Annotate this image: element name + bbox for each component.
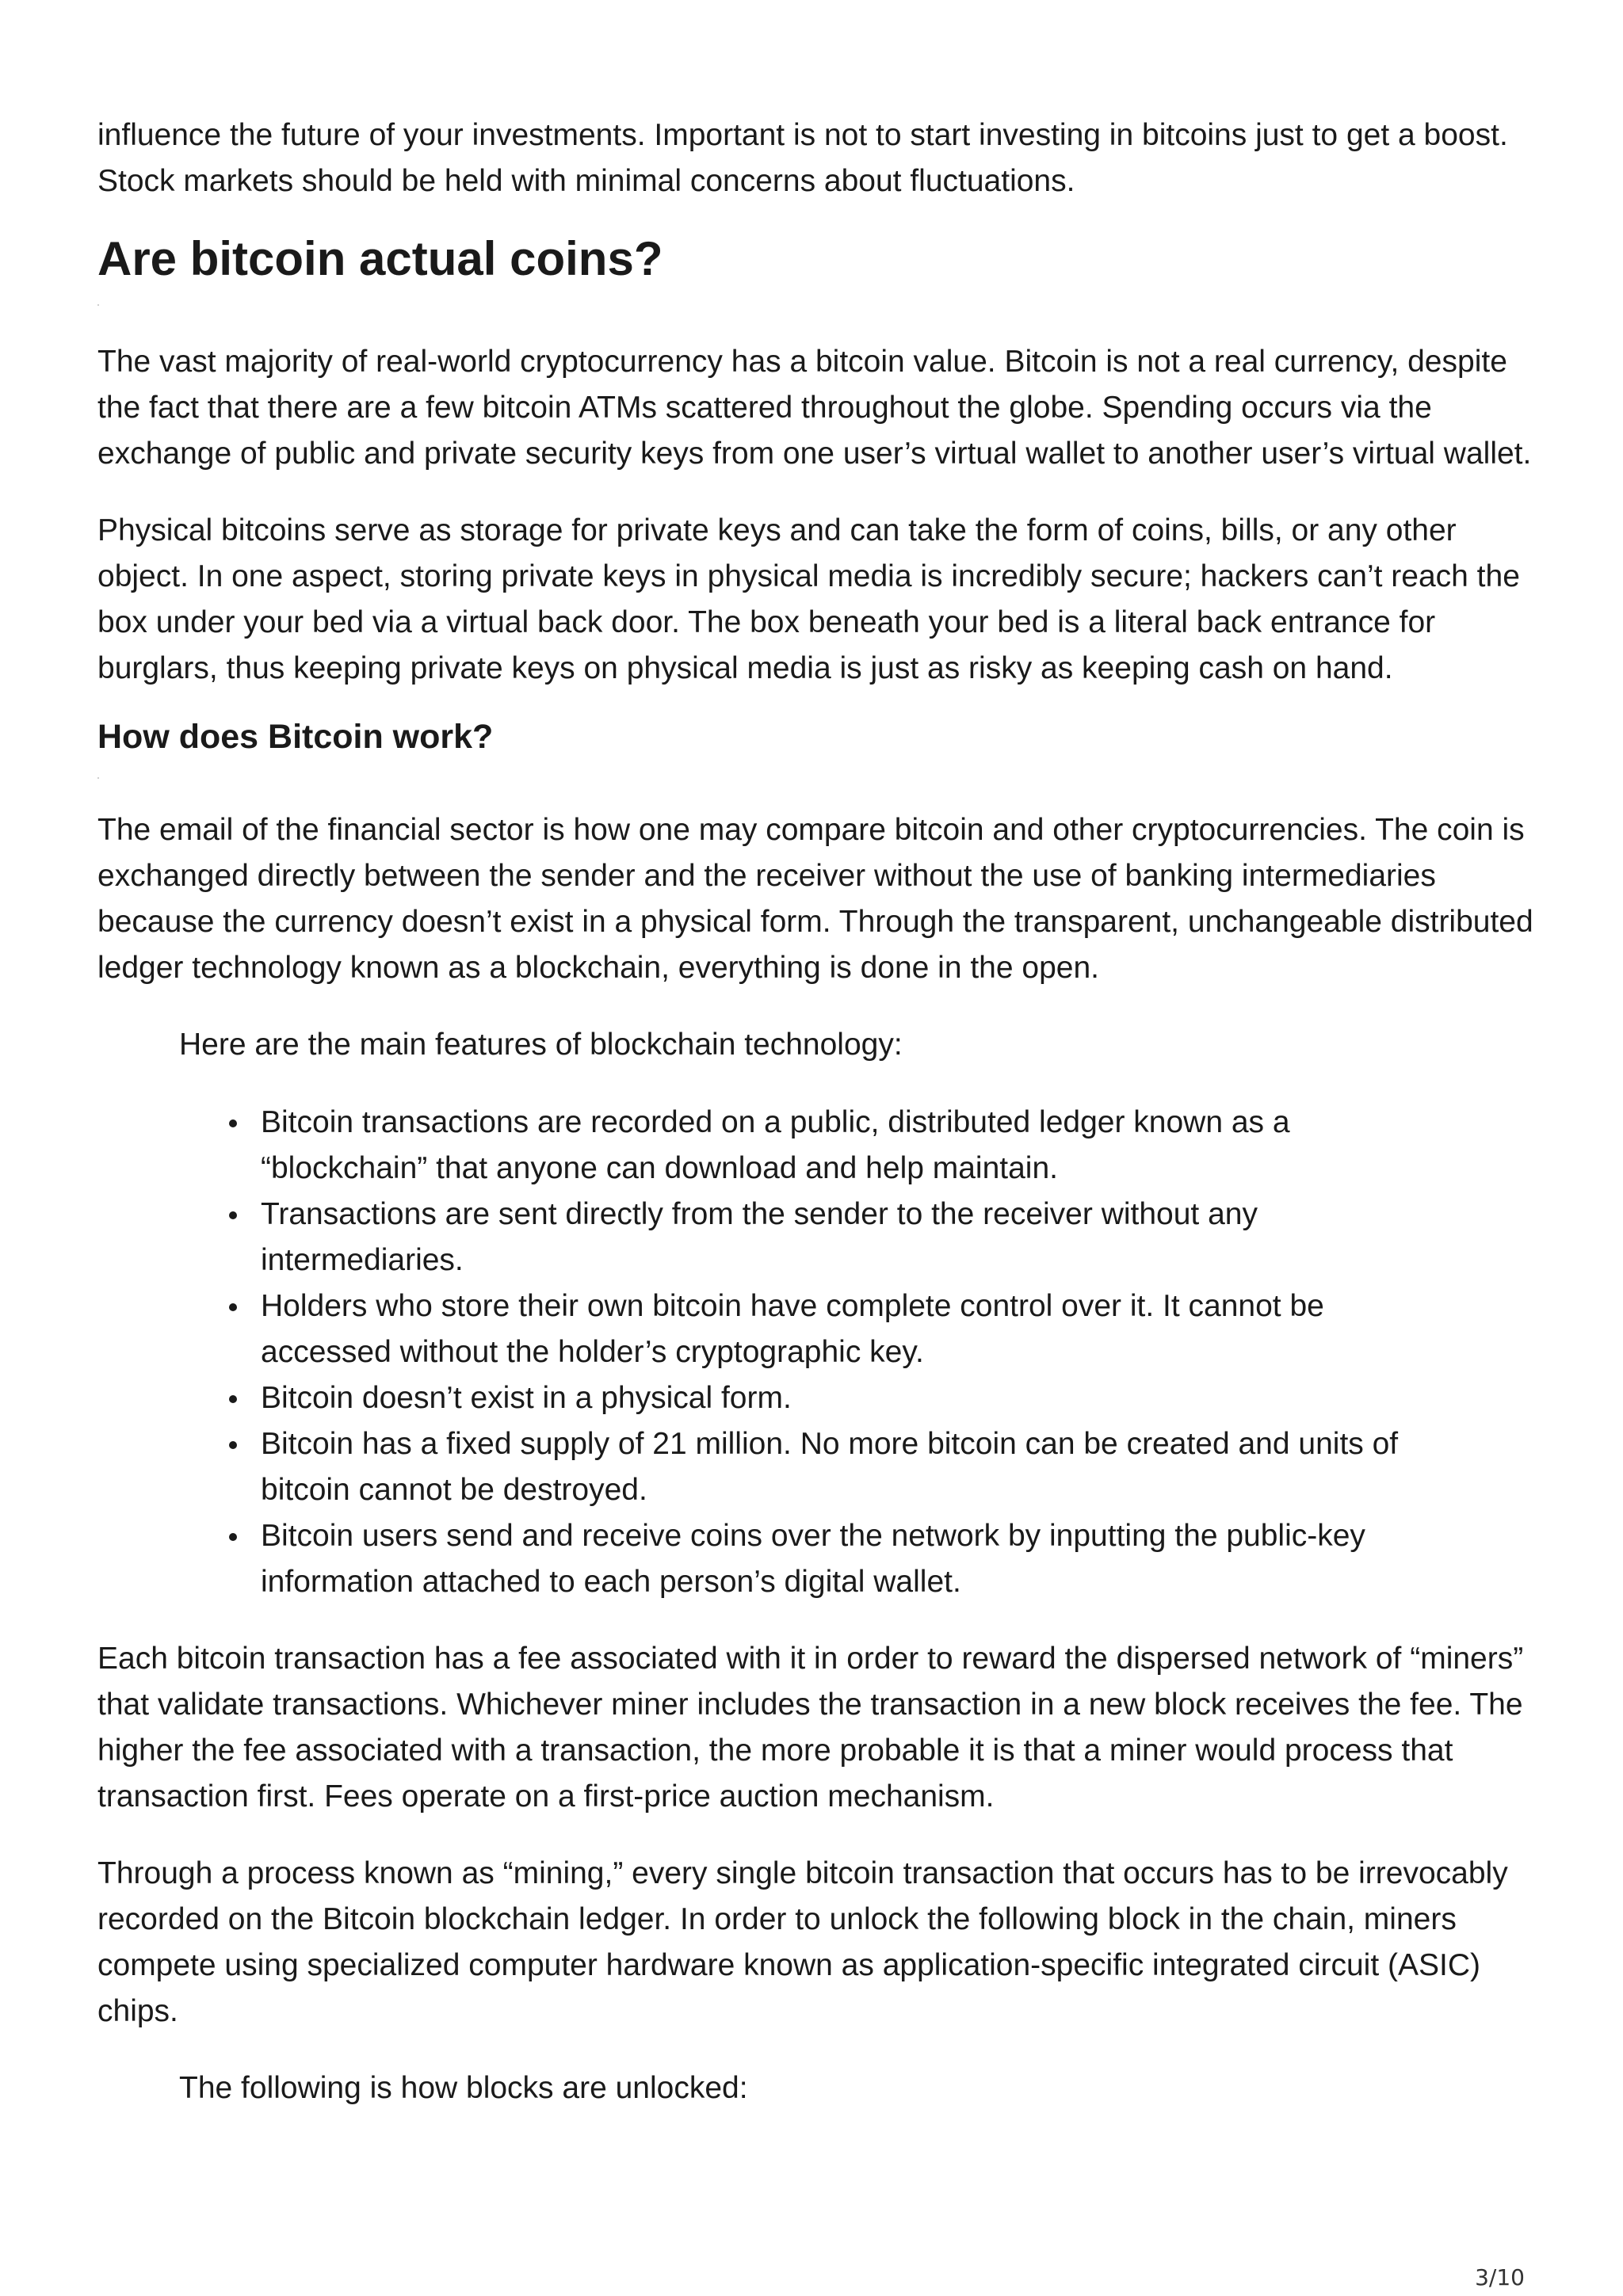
list-item: Bitcoin doesn’t exist in a physical form. xyxy=(97,1375,1402,1421)
list-item: Holders who store their own bitcoin have complete control over it. It cannot be accessed without the holder’s cryptographic key. xyxy=(97,1283,1402,1375)
list-item: Bitcoin transactions are recorded on a public, distributed ledger known as a “blockchain” that anyone can download and help maintain. xyxy=(97,1100,1402,1192)
features-intro: Here are the main features of blockchain technology: xyxy=(179,1028,903,1062)
list-item: Bitcoin users send and receive coins over the network by inputting the public-key information attached to each person’s digital wallet. xyxy=(97,1513,1402,1605)
separator-mark xyxy=(97,760,1548,807)
opening-paragraph: influence the future of your investments. Important is not to start investing in bitcoins just to get a boost. Stock markets should be held with minimal concerns about fluctuations. xyxy=(97,118,1508,198)
section-heading-how-bitcoin-works: How does Bitcoin work? xyxy=(97,718,494,756)
separator-mark xyxy=(97,287,1548,339)
paragraph: Physical bitcoins serve as storage for private keys and can take the form of coins, bills, or any other object. In one aspect, storing private keys in physical media is incredibly secure; hackers can’t reach the box under your bed via a virtual back door. The box beneath your bed is a literal back entrance for burglars, thus keeping private keys on physical media is just as risky as keeping cash on hand. xyxy=(97,513,1520,685)
page-number: 3/10 xyxy=(1475,2264,1525,2290)
paragraph: The email of the financial sector is how one may compare bitcoin and other cryptocurrencies. The coin is exchanged directly between the sender and the receiver without the use of banking intermediaries because the currency doesn’t exist in a physical form. Through the transparent, unchangeable distributed ledger technology known as a blockchain, everything is done in the open. xyxy=(97,813,1533,985)
page-content xyxy=(97,113,1548,2111)
features-list xyxy=(97,1100,1548,1605)
list-item: Bitcoin has a fixed supply of 21 million. No more bitcoin can be created and units of bitcoin cannot be destroyed. xyxy=(97,1421,1402,1513)
list-item: Transactions are sent directly from the sender to the receiver without any intermediaries. xyxy=(97,1192,1402,1283)
section-heading-bitcoin-coins: Are bitcoin actual coins? xyxy=(97,232,663,285)
paragraph: Through a process known as “mining,” every single bitcoin transaction that occurs has to be irrevocably recorded on the Bitcoin blockchain ledger. In order to unlock the following block in the chain, miners compete using specialized computer hardware known as application-specific integrated circuit (ASIC) chips. xyxy=(97,1856,1508,2028)
blocks-intro: The following is how blocks are unlocked: xyxy=(179,2071,748,2105)
paragraph: The vast majority of real-world cryptocurrency has a bitcoin value. Bitcoin is not a real currency, despite the fact that there are a few bitcoin ATMs scattered throughout the globe. Spending occurs via the exchange of public and private security keys from one user’s virtual wallet to another user’s virtual wallet. xyxy=(97,345,1532,471)
paragraph: Each bitcoin transaction has a fee associated with it in order to reward the dispersed network of “miners” that validate transactions. Whichever miner includes the transaction in a new block receives the fee. The higher the fee associated with a transaction, the more probable it is that a miner would process that transaction first. Fees operate on a first-price auction mechanism. xyxy=(97,1642,1524,1814)
